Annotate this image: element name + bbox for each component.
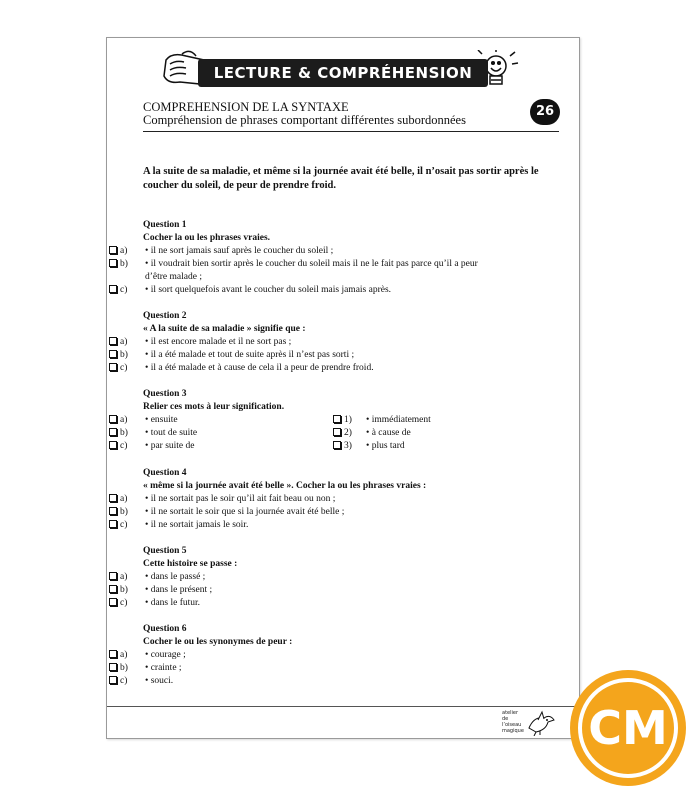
option-row[interactable]: b)	[109, 427, 128, 439]
option-text: • il ne sortait pas le soir qu’il ait fait beau ou non ;	[145, 494, 336, 504]
checkbox[interactable]	[109, 350, 117, 358]
option-text: • il ne sortait jamais le soir.	[145, 520, 249, 530]
option-row[interactable]: b)	[109, 662, 128, 674]
option-text: • tout de suite	[145, 428, 198, 438]
checkbox[interactable]	[109, 337, 117, 345]
question-prompt: Cocher le ou les synonymes de peur :	[143, 637, 293, 647]
option-text: • souci.	[145, 676, 174, 686]
question-prompt: Relier ces mots à leur signification.	[143, 402, 285, 412]
match-row[interactable]: 2)	[333, 427, 352, 439]
option-row[interactable]: c)	[109, 675, 127, 687]
option-row[interactable]: c)	[109, 362, 127, 374]
option-row[interactable]: b)	[109, 258, 128, 270]
publisher-logo	[502, 710, 558, 738]
logo-text: atelier	[502, 710, 519, 716]
checkbox[interactable]	[109, 285, 117, 293]
level-badge-label: CM	[578, 678, 678, 778]
checkbox[interactable]	[109, 494, 117, 502]
logo-text: de	[502, 716, 509, 722]
option-row[interactable]: a)	[109, 414, 127, 426]
level-badge	[570, 670, 686, 786]
option-text: • ensuite	[145, 415, 178, 425]
option-row[interactable]: c)	[109, 440, 127, 452]
checkbox[interactable]	[109, 246, 117, 254]
option-text: • il a été malade et tout de suite après il n’est pas sorti ;	[145, 350, 355, 360]
option-row[interactable]: c)	[109, 284, 127, 296]
match-text: • immédiatement	[366, 415, 431, 425]
checkbox[interactable]	[109, 663, 117, 671]
checkbox[interactable]	[109, 363, 117, 371]
checkbox[interactable]	[109, 572, 117, 580]
option-text: • il a été malade et à cause de cela il a peur de prendre froid.	[145, 363, 374, 373]
checkbox[interactable]	[109, 520, 117, 528]
option-text: • il est encore malade et il ne sort pas ;	[145, 337, 292, 347]
question-title: Question 1	[143, 220, 187, 230]
banner-title: LECTURE & COMPRÉHENSION	[213, 64, 473, 82]
question-prompt: Cette histoire se passe :	[143, 559, 238, 569]
option-row[interactable]: b)	[109, 506, 128, 518]
checkbox[interactable]	[109, 507, 117, 515]
question-title: Question 4	[143, 468, 187, 478]
option-row[interactable]: c)	[109, 597, 127, 609]
option-text: • il ne sort jamais sauf après le coucher du soleil ;	[145, 246, 334, 256]
logo-text: l’oiseau	[502, 722, 522, 728]
checkbox[interactable]	[109, 585, 117, 593]
option-text: • il ne sortait le soir que si la journée avait été belle ;	[145, 507, 345, 517]
option-row[interactable]: b)	[109, 584, 128, 596]
page-number-badge: 26	[530, 99, 560, 125]
option-row[interactable]: a)	[109, 493, 127, 505]
section-subtitle: Compréhension de phrases comportant différentes subordonnées	[143, 113, 466, 127]
question-title: Question 2	[143, 311, 187, 321]
checkbox[interactable]	[109, 259, 117, 267]
question-prompt: « A la suite de sa maladie » signifie que :	[143, 324, 306, 334]
section-title: COMPREHENSION DE LA SYNTAXE	[143, 100, 349, 114]
question-title: Question 3	[143, 389, 187, 399]
option-text: • il voudrait bien sortir après le coucher du soleil mais il ne le fait pas parce qu’il a peur	[145, 259, 478, 269]
option-row[interactable]: a)	[109, 571, 127, 583]
logo-text: magique	[502, 728, 524, 734]
option-text: • il sort quelquefois avant le coucher du soleil mais jamais après.	[145, 285, 392, 295]
option-row[interactable]: a)	[109, 649, 127, 661]
question-title: Question 5	[143, 546, 187, 556]
checkbox[interactable]	[109, 650, 117, 658]
title-banner	[160, 50, 520, 94]
match-row[interactable]: 1)	[333, 414, 352, 426]
question-prompt: Cocher la ou les phrases vraies.	[143, 233, 271, 243]
checkbox[interactable]	[109, 428, 117, 436]
option-text: • dans le présent ;	[145, 585, 213, 595]
option-text: • dans le passé ;	[145, 572, 206, 582]
checkbox[interactable]	[109, 598, 117, 606]
checkbox[interactable]	[109, 441, 117, 449]
option-text: • par suite de	[145, 441, 195, 451]
checkbox[interactable]	[333, 441, 341, 449]
intro-text: A la suite de sa maladie, et même si la journée avait été belle, il n’osait pas sortir après le coucher du soleil, de peur de prendre froid.	[143, 166, 539, 191]
option-row[interactable]: b)	[109, 349, 128, 361]
header-rule	[143, 131, 559, 132]
checkbox[interactable]	[333, 415, 341, 423]
option-row[interactable]: c)	[109, 519, 127, 531]
match-row[interactable]: 3)	[333, 440, 352, 452]
option-text: • courage ;	[145, 650, 186, 660]
option-row[interactable]: a)	[109, 245, 127, 257]
checkbox[interactable]	[109, 676, 117, 684]
bird-icon	[526, 710, 556, 736]
match-text: • plus tard	[366, 441, 405, 451]
checkbox[interactable]	[109, 415, 117, 423]
option-text-continued: d’être malade ;	[145, 272, 202, 282]
option-text: • dans le futur.	[145, 598, 201, 608]
question-title: Question 6	[143, 624, 187, 634]
footer-rule	[107, 706, 578, 707]
question-prompt: « même si la journée avait été belle ». Cocher la ou les phrases vraies :	[143, 481, 427, 491]
match-text: • à cause de	[366, 428, 411, 438]
option-row[interactable]: a)	[109, 336, 127, 348]
checkbox[interactable]	[333, 428, 341, 436]
option-text: • crainte ;	[145, 663, 182, 673]
